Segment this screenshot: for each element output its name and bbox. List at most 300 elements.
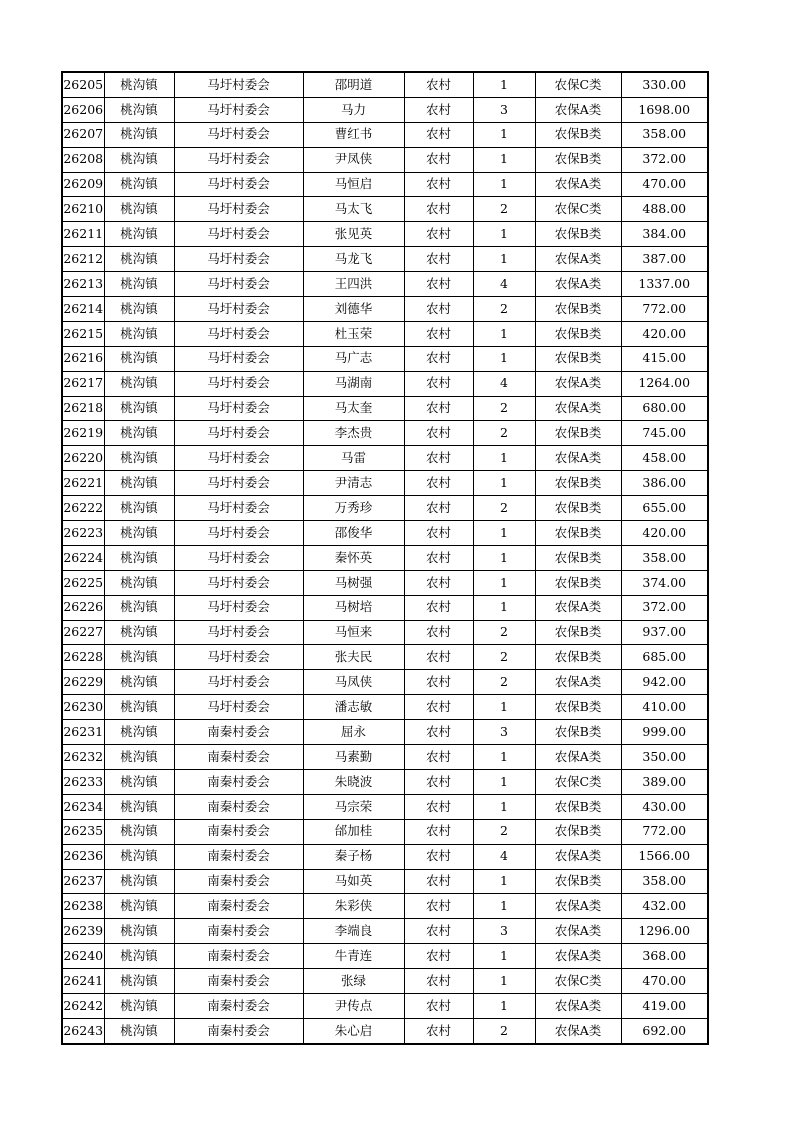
cell-insurance_category: 农保B类 bbox=[535, 695, 621, 720]
cell-village: 南秦村委会 bbox=[174, 869, 303, 894]
cell-amount: 415.00 bbox=[621, 346, 708, 371]
cell-residence_type: 农村 bbox=[404, 197, 473, 222]
cell-person_count: 1 bbox=[473, 969, 535, 994]
cell-amount: 384.00 bbox=[621, 222, 708, 247]
cell-person_name: 杜玉荣 bbox=[303, 321, 404, 346]
cell-town: 桃沟镇 bbox=[104, 595, 174, 620]
table-row bbox=[62, 272, 708, 297]
cell-person_count: 1 bbox=[473, 147, 535, 172]
cell-id: 26212 bbox=[62, 247, 104, 272]
cell-town: 桃沟镇 bbox=[104, 894, 174, 919]
cell-insurance_category: 农保B类 bbox=[535, 869, 621, 894]
cell-residence_type: 农村 bbox=[404, 620, 473, 645]
cell-amount: 387.00 bbox=[621, 247, 708, 272]
table-row bbox=[62, 944, 708, 969]
cell-insurance_category: 农保B类 bbox=[535, 421, 621, 446]
cell-town: 桃沟镇 bbox=[104, 819, 174, 844]
cell-residence_type: 农村 bbox=[404, 521, 473, 546]
cell-person_count: 1 bbox=[473, 894, 535, 919]
cell-person_count: 1 bbox=[473, 247, 535, 272]
cell-person_name: 张夫民 bbox=[303, 645, 404, 670]
cell-residence_type: 农村 bbox=[404, 794, 473, 819]
cell-village: 南秦村委会 bbox=[174, 969, 303, 994]
cell-insurance_category: 农保B类 bbox=[535, 122, 621, 147]
table-row bbox=[62, 720, 708, 745]
table-row bbox=[62, 321, 708, 346]
cell-residence_type: 农村 bbox=[404, 147, 473, 172]
cell-amount: 372.00 bbox=[621, 147, 708, 172]
table-row bbox=[62, 1018, 708, 1043]
cell-residence_type: 农村 bbox=[404, 172, 473, 197]
cell-village: 马圩村委会 bbox=[174, 670, 303, 695]
cell-person_name: 马湖南 bbox=[303, 371, 404, 396]
cell-person_name: 马凤侠 bbox=[303, 670, 404, 695]
cell-residence_type: 农村 bbox=[404, 745, 473, 770]
cell-town: 桃沟镇 bbox=[104, 645, 174, 670]
cell-residence_type: 农村 bbox=[404, 545, 473, 570]
cell-person_count: 2 bbox=[473, 1018, 535, 1043]
cell-id: 26209 bbox=[62, 172, 104, 197]
cell-amount: 680.00 bbox=[621, 396, 708, 421]
cell-village: 马圩村委会 bbox=[174, 197, 303, 222]
table-row bbox=[62, 197, 708, 222]
cell-residence_type: 农村 bbox=[404, 570, 473, 595]
cell-village: 马圩村委会 bbox=[174, 521, 303, 546]
cell-village: 马圩村委会 bbox=[174, 396, 303, 421]
cell-town: 桃沟镇 bbox=[104, 521, 174, 546]
cell-village: 南秦村委会 bbox=[174, 745, 303, 770]
cell-residence_type: 农村 bbox=[404, 769, 473, 794]
cell-amount: 470.00 bbox=[621, 172, 708, 197]
table-row bbox=[62, 122, 708, 147]
cell-person_count: 3 bbox=[473, 720, 535, 745]
cell-person_count: 1 bbox=[473, 346, 535, 371]
cell-village: 马圩村委会 bbox=[174, 695, 303, 720]
cell-person_name: 马广志 bbox=[303, 346, 404, 371]
cell-id: 26207 bbox=[62, 122, 104, 147]
cell-person_name: 王四洪 bbox=[303, 272, 404, 297]
cell-residence_type: 农村 bbox=[404, 471, 473, 496]
table-row bbox=[62, 521, 708, 546]
cell-amount: 430.00 bbox=[621, 794, 708, 819]
cell-person_name: 马太飞 bbox=[303, 197, 404, 222]
table-row bbox=[62, 645, 708, 670]
cell-person_name: 邵明道 bbox=[303, 72, 404, 97]
cell-person_name: 邰加桂 bbox=[303, 819, 404, 844]
table-row bbox=[62, 97, 708, 122]
cell-village: 南秦村委会 bbox=[174, 894, 303, 919]
cell-id: 26241 bbox=[62, 969, 104, 994]
cell-town: 桃沟镇 bbox=[104, 471, 174, 496]
table-row bbox=[62, 172, 708, 197]
cell-residence_type: 农村 bbox=[404, 247, 473, 272]
cell-residence_type: 农村 bbox=[404, 446, 473, 471]
cell-amount: 999.00 bbox=[621, 720, 708, 745]
table-row bbox=[62, 147, 708, 172]
cell-person_name: 马雷 bbox=[303, 446, 404, 471]
benefits-table bbox=[61, 71, 709, 1045]
table-row bbox=[62, 695, 708, 720]
cell-id: 26237 bbox=[62, 869, 104, 894]
cell-person_count: 4 bbox=[473, 844, 535, 869]
cell-village: 马圩村委会 bbox=[174, 172, 303, 197]
cell-person_count: 1 bbox=[473, 521, 535, 546]
cell-person_count: 1 bbox=[473, 595, 535, 620]
cell-id: 26221 bbox=[62, 471, 104, 496]
cell-insurance_category: 农保B类 bbox=[535, 819, 621, 844]
cell-insurance_category: 农保A类 bbox=[535, 595, 621, 620]
cell-residence_type: 农村 bbox=[404, 222, 473, 247]
cell-village: 马圩村委会 bbox=[174, 446, 303, 471]
cell-village: 马圩村委会 bbox=[174, 595, 303, 620]
cell-person_count: 2 bbox=[473, 297, 535, 322]
cell-id: 26217 bbox=[62, 371, 104, 396]
cell-village: 马圩村委会 bbox=[174, 272, 303, 297]
cell-amount: 685.00 bbox=[621, 645, 708, 670]
cell-insurance_category: 农保B类 bbox=[535, 570, 621, 595]
cell-town: 桃沟镇 bbox=[104, 620, 174, 645]
cell-insurance_category: 农保B类 bbox=[535, 645, 621, 670]
cell-amount: 772.00 bbox=[621, 297, 708, 322]
cell-residence_type: 农村 bbox=[404, 819, 473, 844]
cell-insurance_category: 农保B类 bbox=[535, 321, 621, 346]
cell-insurance_category: 农保B类 bbox=[535, 222, 621, 247]
cell-insurance_category: 农保A类 bbox=[535, 1018, 621, 1043]
cell-insurance_category: 农保A类 bbox=[535, 371, 621, 396]
cell-residence_type: 农村 bbox=[404, 670, 473, 695]
cell-insurance_category: 农保B类 bbox=[535, 545, 621, 570]
table-row bbox=[62, 446, 708, 471]
cell-village: 南秦村委会 bbox=[174, 919, 303, 944]
cell-town: 桃沟镇 bbox=[104, 944, 174, 969]
cell-id: 26230 bbox=[62, 695, 104, 720]
cell-town: 桃沟镇 bbox=[104, 446, 174, 471]
cell-residence_type: 农村 bbox=[404, 371, 473, 396]
cell-person_count: 1 bbox=[473, 172, 535, 197]
cell-residence_type: 农村 bbox=[404, 72, 473, 97]
cell-town: 桃沟镇 bbox=[104, 147, 174, 172]
cell-village: 马圩村委会 bbox=[174, 645, 303, 670]
cell-amount: 358.00 bbox=[621, 545, 708, 570]
cell-residence_type: 农村 bbox=[404, 969, 473, 994]
cell-person_count: 2 bbox=[473, 670, 535, 695]
cell-amount: 937.00 bbox=[621, 620, 708, 645]
cell-amount: 692.00 bbox=[621, 1018, 708, 1043]
cell-amount: 1264.00 bbox=[621, 371, 708, 396]
cell-town: 桃沟镇 bbox=[104, 745, 174, 770]
cell-id: 26240 bbox=[62, 944, 104, 969]
cell-person_name: 马宗荣 bbox=[303, 794, 404, 819]
cell-insurance_category: 农保B类 bbox=[535, 521, 621, 546]
cell-residence_type: 农村 bbox=[404, 695, 473, 720]
cell-person_name: 万秀珍 bbox=[303, 496, 404, 521]
table-row bbox=[62, 396, 708, 421]
cell-town: 桃沟镇 bbox=[104, 321, 174, 346]
cell-person_count: 2 bbox=[473, 396, 535, 421]
cell-insurance_category: 农保A类 bbox=[535, 97, 621, 122]
cell-person_name: 马恒来 bbox=[303, 620, 404, 645]
cell-id: 26214 bbox=[62, 297, 104, 322]
cell-residence_type: 农村 bbox=[404, 122, 473, 147]
cell-amount: 420.00 bbox=[621, 521, 708, 546]
cell-person_count: 1 bbox=[473, 446, 535, 471]
cell-person_name: 马龙飞 bbox=[303, 247, 404, 272]
cell-amount: 942.00 bbox=[621, 670, 708, 695]
cell-amount: 374.00 bbox=[621, 570, 708, 595]
cell-residence_type: 农村 bbox=[404, 844, 473, 869]
cell-id: 26228 bbox=[62, 645, 104, 670]
benefits-table-body bbox=[62, 72, 708, 1044]
cell-person_name: 尹传点 bbox=[303, 993, 404, 1018]
cell-amount: 420.00 bbox=[621, 321, 708, 346]
cell-id: 26225 bbox=[62, 570, 104, 595]
cell-residence_type: 农村 bbox=[404, 944, 473, 969]
cell-village: 南秦村委会 bbox=[174, 819, 303, 844]
cell-person_count: 2 bbox=[473, 645, 535, 670]
table-row bbox=[62, 545, 708, 570]
cell-village: 马圩村委会 bbox=[174, 346, 303, 371]
cell-amount: 470.00 bbox=[621, 969, 708, 994]
cell-person_count: 2 bbox=[473, 496, 535, 521]
cell-person_count: 2 bbox=[473, 819, 535, 844]
cell-village: 马圩村委会 bbox=[174, 147, 303, 172]
cell-town: 桃沟镇 bbox=[104, 421, 174, 446]
cell-amount: 1337.00 bbox=[621, 272, 708, 297]
cell-insurance_category: 农保B类 bbox=[535, 496, 621, 521]
cell-id: 26222 bbox=[62, 496, 104, 521]
cell-town: 桃沟镇 bbox=[104, 272, 174, 297]
cell-residence_type: 农村 bbox=[404, 894, 473, 919]
cell-id: 26206 bbox=[62, 97, 104, 122]
cell-town: 桃沟镇 bbox=[104, 197, 174, 222]
cell-town: 桃沟镇 bbox=[104, 72, 174, 97]
cell-id: 26227 bbox=[62, 620, 104, 645]
cell-village: 马圩村委会 bbox=[174, 222, 303, 247]
cell-residence_type: 农村 bbox=[404, 993, 473, 1018]
cell-amount: 1698.00 bbox=[621, 97, 708, 122]
cell-id: 26232 bbox=[62, 745, 104, 770]
cell-town: 桃沟镇 bbox=[104, 396, 174, 421]
cell-amount: 368.00 bbox=[621, 944, 708, 969]
cell-id: 26235 bbox=[62, 819, 104, 844]
cell-amount: 745.00 bbox=[621, 421, 708, 446]
cell-person_name: 李杰贵 bbox=[303, 421, 404, 446]
table-row bbox=[62, 222, 708, 247]
cell-id: 26236 bbox=[62, 844, 104, 869]
cell-amount: 772.00 bbox=[621, 819, 708, 844]
cell-insurance_category: 农保A类 bbox=[535, 944, 621, 969]
cell-residence_type: 农村 bbox=[404, 645, 473, 670]
cell-town: 桃沟镇 bbox=[104, 222, 174, 247]
cell-residence_type: 农村 bbox=[404, 919, 473, 944]
cell-town: 桃沟镇 bbox=[104, 720, 174, 745]
cell-town: 桃沟镇 bbox=[104, 869, 174, 894]
cell-id: 26242 bbox=[62, 993, 104, 1018]
cell-person_name: 马素勤 bbox=[303, 745, 404, 770]
cell-town: 桃沟镇 bbox=[104, 346, 174, 371]
cell-village: 南秦村委会 bbox=[174, 794, 303, 819]
cell-person_name: 张见英 bbox=[303, 222, 404, 247]
cell-person_name: 马恒启 bbox=[303, 172, 404, 197]
cell-town: 桃沟镇 bbox=[104, 969, 174, 994]
cell-person_count: 1 bbox=[473, 222, 535, 247]
cell-person_name: 朱晓波 bbox=[303, 769, 404, 794]
cell-insurance_category: 农保B类 bbox=[535, 147, 621, 172]
table-row bbox=[62, 421, 708, 446]
cell-amount: 432.00 bbox=[621, 894, 708, 919]
cell-amount: 350.00 bbox=[621, 745, 708, 770]
cell-insurance_category: 农保A类 bbox=[535, 894, 621, 919]
cell-person_count: 1 bbox=[473, 745, 535, 770]
cell-town: 桃沟镇 bbox=[104, 844, 174, 869]
table-row bbox=[62, 346, 708, 371]
cell-village: 马圩村委会 bbox=[174, 72, 303, 97]
cell-id: 26219 bbox=[62, 421, 104, 446]
table-row bbox=[62, 869, 708, 894]
cell-person_count: 1 bbox=[473, 944, 535, 969]
table-row bbox=[62, 769, 708, 794]
cell-person_name: 马力 bbox=[303, 97, 404, 122]
cell-insurance_category: 农保B类 bbox=[535, 471, 621, 496]
cell-id: 26234 bbox=[62, 794, 104, 819]
cell-insurance_category: 农保B类 bbox=[535, 794, 621, 819]
cell-person_name: 秦子杨 bbox=[303, 844, 404, 869]
cell-residence_type: 农村 bbox=[404, 297, 473, 322]
cell-amount: 488.00 bbox=[621, 197, 708, 222]
cell-person_count: 1 bbox=[473, 993, 535, 1018]
table-row bbox=[62, 72, 708, 97]
cell-id: 26239 bbox=[62, 919, 104, 944]
cell-insurance_category: 农保A类 bbox=[535, 670, 621, 695]
cell-insurance_category: 农保A类 bbox=[535, 272, 621, 297]
cell-person_name: 张绿 bbox=[303, 969, 404, 994]
cell-id: 26211 bbox=[62, 222, 104, 247]
cell-person_name: 曹红书 bbox=[303, 122, 404, 147]
cell-person_name: 李端良 bbox=[303, 919, 404, 944]
cell-person_count: 4 bbox=[473, 371, 535, 396]
cell-id: 26213 bbox=[62, 272, 104, 297]
table-row bbox=[62, 819, 708, 844]
cell-village: 马圩村委会 bbox=[174, 570, 303, 595]
cell-village: 马圩村委会 bbox=[174, 297, 303, 322]
table-row bbox=[62, 993, 708, 1018]
cell-insurance_category: 农保A类 bbox=[535, 844, 621, 869]
cell-person_name: 马树培 bbox=[303, 595, 404, 620]
cell-person_name: 马树强 bbox=[303, 570, 404, 595]
cell-town: 桃沟镇 bbox=[104, 769, 174, 794]
table-row bbox=[62, 297, 708, 322]
cell-amount: 419.00 bbox=[621, 993, 708, 1018]
cell-village: 马圩村委会 bbox=[174, 421, 303, 446]
cell-village: 马圩村委会 bbox=[174, 471, 303, 496]
cell-town: 桃沟镇 bbox=[104, 371, 174, 396]
cell-town: 桃沟镇 bbox=[104, 993, 174, 1018]
table-row bbox=[62, 794, 708, 819]
table-row bbox=[62, 570, 708, 595]
cell-person_count: 1 bbox=[473, 545, 535, 570]
table-row bbox=[62, 894, 708, 919]
cell-village: 南秦村委会 bbox=[174, 1018, 303, 1043]
cell-insurance_category: 农保B类 bbox=[535, 720, 621, 745]
cell-insurance_category: 农保A类 bbox=[535, 745, 621, 770]
cell-village: 马圩村委会 bbox=[174, 122, 303, 147]
cell-person_count: 2 bbox=[473, 421, 535, 446]
cell-id: 26238 bbox=[62, 894, 104, 919]
cell-village: 马圩村委会 bbox=[174, 620, 303, 645]
cell-village: 马圩村委会 bbox=[174, 371, 303, 396]
cell-amount: 358.00 bbox=[621, 122, 708, 147]
cell-id: 26210 bbox=[62, 197, 104, 222]
cell-residence_type: 农村 bbox=[404, 869, 473, 894]
cell-person_name: 朱彩侠 bbox=[303, 894, 404, 919]
cell-insurance_category: 农保C类 bbox=[535, 769, 621, 794]
cell-insurance_category: 农保A类 bbox=[535, 247, 621, 272]
cell-amount: 386.00 bbox=[621, 471, 708, 496]
cell-person_count: 1 bbox=[473, 72, 535, 97]
cell-insurance_category: 农保B类 bbox=[535, 346, 621, 371]
cell-insurance_category: 农保B类 bbox=[535, 297, 621, 322]
cell-person_count: 1 bbox=[473, 471, 535, 496]
cell-town: 桃沟镇 bbox=[104, 297, 174, 322]
cell-person_count: 3 bbox=[473, 97, 535, 122]
cell-residence_type: 农村 bbox=[404, 97, 473, 122]
cell-amount: 330.00 bbox=[621, 72, 708, 97]
cell-village: 马圩村委会 bbox=[174, 97, 303, 122]
cell-person_count: 4 bbox=[473, 272, 535, 297]
cell-person_count: 1 bbox=[473, 321, 535, 346]
cell-residence_type: 农村 bbox=[404, 346, 473, 371]
cell-id: 26231 bbox=[62, 720, 104, 745]
cell-person_name: 刘德华 bbox=[303, 297, 404, 322]
cell-amount: 1296.00 bbox=[621, 919, 708, 944]
cell-id: 26223 bbox=[62, 521, 104, 546]
cell-id: 26226 bbox=[62, 595, 104, 620]
cell-person_name: 秦怀英 bbox=[303, 545, 404, 570]
cell-amount: 655.00 bbox=[621, 496, 708, 521]
table-row bbox=[62, 620, 708, 645]
cell-town: 桃沟镇 bbox=[104, 496, 174, 521]
cell-person_name: 屈永 bbox=[303, 720, 404, 745]
cell-town: 桃沟镇 bbox=[104, 919, 174, 944]
cell-person_name: 潘志敏 bbox=[303, 695, 404, 720]
table-row bbox=[62, 371, 708, 396]
table-row bbox=[62, 844, 708, 869]
table-row bbox=[62, 595, 708, 620]
cell-residence_type: 农村 bbox=[404, 496, 473, 521]
table-row bbox=[62, 969, 708, 994]
cell-insurance_category: 农保C类 bbox=[535, 197, 621, 222]
cell-person_name: 牛青连 bbox=[303, 944, 404, 969]
cell-town: 桃沟镇 bbox=[104, 172, 174, 197]
cell-id: 26220 bbox=[62, 446, 104, 471]
cell-residence_type: 农村 bbox=[404, 321, 473, 346]
cell-town: 桃沟镇 bbox=[104, 670, 174, 695]
cell-town: 桃沟镇 bbox=[104, 545, 174, 570]
cell-town: 桃沟镇 bbox=[104, 247, 174, 272]
table-row bbox=[62, 471, 708, 496]
cell-residence_type: 农村 bbox=[404, 272, 473, 297]
cell-town: 桃沟镇 bbox=[104, 97, 174, 122]
table-row bbox=[62, 496, 708, 521]
cell-village: 马圩村委会 bbox=[174, 321, 303, 346]
cell-residence_type: 农村 bbox=[404, 421, 473, 446]
cell-id: 26208 bbox=[62, 147, 104, 172]
cell-village: 南秦村委会 bbox=[174, 993, 303, 1018]
cell-insurance_category: 农保A类 bbox=[535, 993, 621, 1018]
cell-amount: 358.00 bbox=[621, 869, 708, 894]
cell-village: 马圩村委会 bbox=[174, 545, 303, 570]
cell-person_count: 2 bbox=[473, 620, 535, 645]
